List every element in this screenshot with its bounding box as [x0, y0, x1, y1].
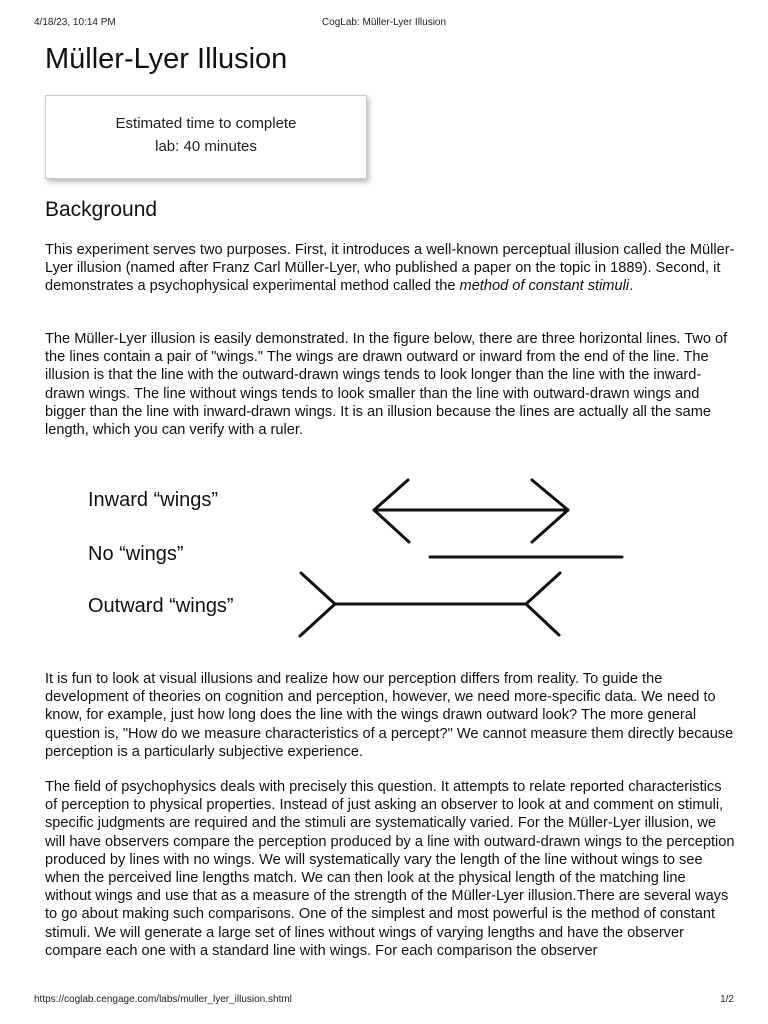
page-number: 1/2	[720, 994, 734, 1005]
background-paragraph-4: The field of psychophysics deals with precisely this question. It attempts to relate reported characteristics of perception to physical properties. Instead of just asking an observer to look at and comment on stimuli, specific judgments are required and the stimuli are systematically varied. For the Müller-Lyer illusion, we will have observers compare the perception produced by a line with outward-drawn wings to the perception produced by lines with no wings. We will systematically vary the length of the line without wings to see when the perceived line lengths match. We can then look at the physical length of the matching line without wings and use that as a measure of the strength of the Müller-Lyer illusion.There are several ways to go about making such comparisons. One of the simplest and most powerful is the method of constant stimuli. We will generate a large set of lines without wings of varying lengths and have the observer compare each one with a standard line with wings. For each comparison the observer	[45, 779, 735, 959]
label-inward-wings: Inward “wings”	[88, 489, 219, 511]
page-title: Müller-Lyer Illusion	[45, 43, 288, 75]
paragraph-1-end: .	[629, 278, 634, 295]
outward-right-wing	[526, 573, 560, 635]
background-paragraph-3: It is fun to look at visual illusions and realize how our perception differs from reality. To guide the development of theories on cognition and perception, however, we need more-specific data. We need to know, for example, just how long does the line with the wings drawn outward look? The more general question is, "How do we measure characteristics of a percept?" We cannot measure them directly because perception is a particularly subjective experience.	[45, 671, 734, 760]
page-url-link[interactable]: https://coglab.cengage.com/labs/muller_lyer_illusion.shtml	[34, 994, 292, 1005]
method-emphasis: method of constant stimuli	[459, 278, 630, 295]
background-paragraph-1	[45, 241, 735, 296]
muller-lyer-figure	[60, 470, 660, 645]
print-datetime: 4/18/23, 10:14 PM	[34, 17, 116, 28]
print-footer	[34, 993, 734, 1007]
outward-wings-line	[300, 573, 560, 636]
estimated-time-line-2: lab: 40 minutes	[155, 137, 257, 155]
paragraph-1-text: This experiment serves two purposes. First, it introduces a well-known perceptual illusion called the Müller-Lyer illusion (named after Franz Carl Müller-Lyer, who published a paper on the topic in 1889). Second, it demonstrates a psychophysical experimental method called the	[45, 242, 735, 295]
background-heading: Background	[45, 198, 158, 221]
outward-left-wing	[300, 573, 335, 636]
background-paragraph-2: The Müller-Lyer illusion is easily demonstrated. In the figure below, there are three horizontal lines. Two of the lines contain a pair of "wings." The wings are drawn outward or inward from the end of the line. The illusion is that the line with the outward-drawn wings tends to look longer than the line with the inward-drawn wings. The line without wings tends to look smaller than the line with outward-drawn wings and bigger than the line with inward-drawn wings. It is an illusion because the lines are actually all the same length, which you can verify with a ruler.	[45, 331, 728, 439]
print-page-title: CogLab: Müller-Lyer Illusion	[321, 17, 447, 28]
label-no-wings: No “wings”	[88, 543, 184, 565]
label-outward-wings: Outward “wings”	[88, 595, 234, 617]
print-header	[34, 16, 734, 30]
inward-wings-line	[374, 480, 568, 542]
estimated-time-line-1: Estimated time to complete	[115, 115, 297, 132]
estimated-time-box	[45, 95, 367, 179]
